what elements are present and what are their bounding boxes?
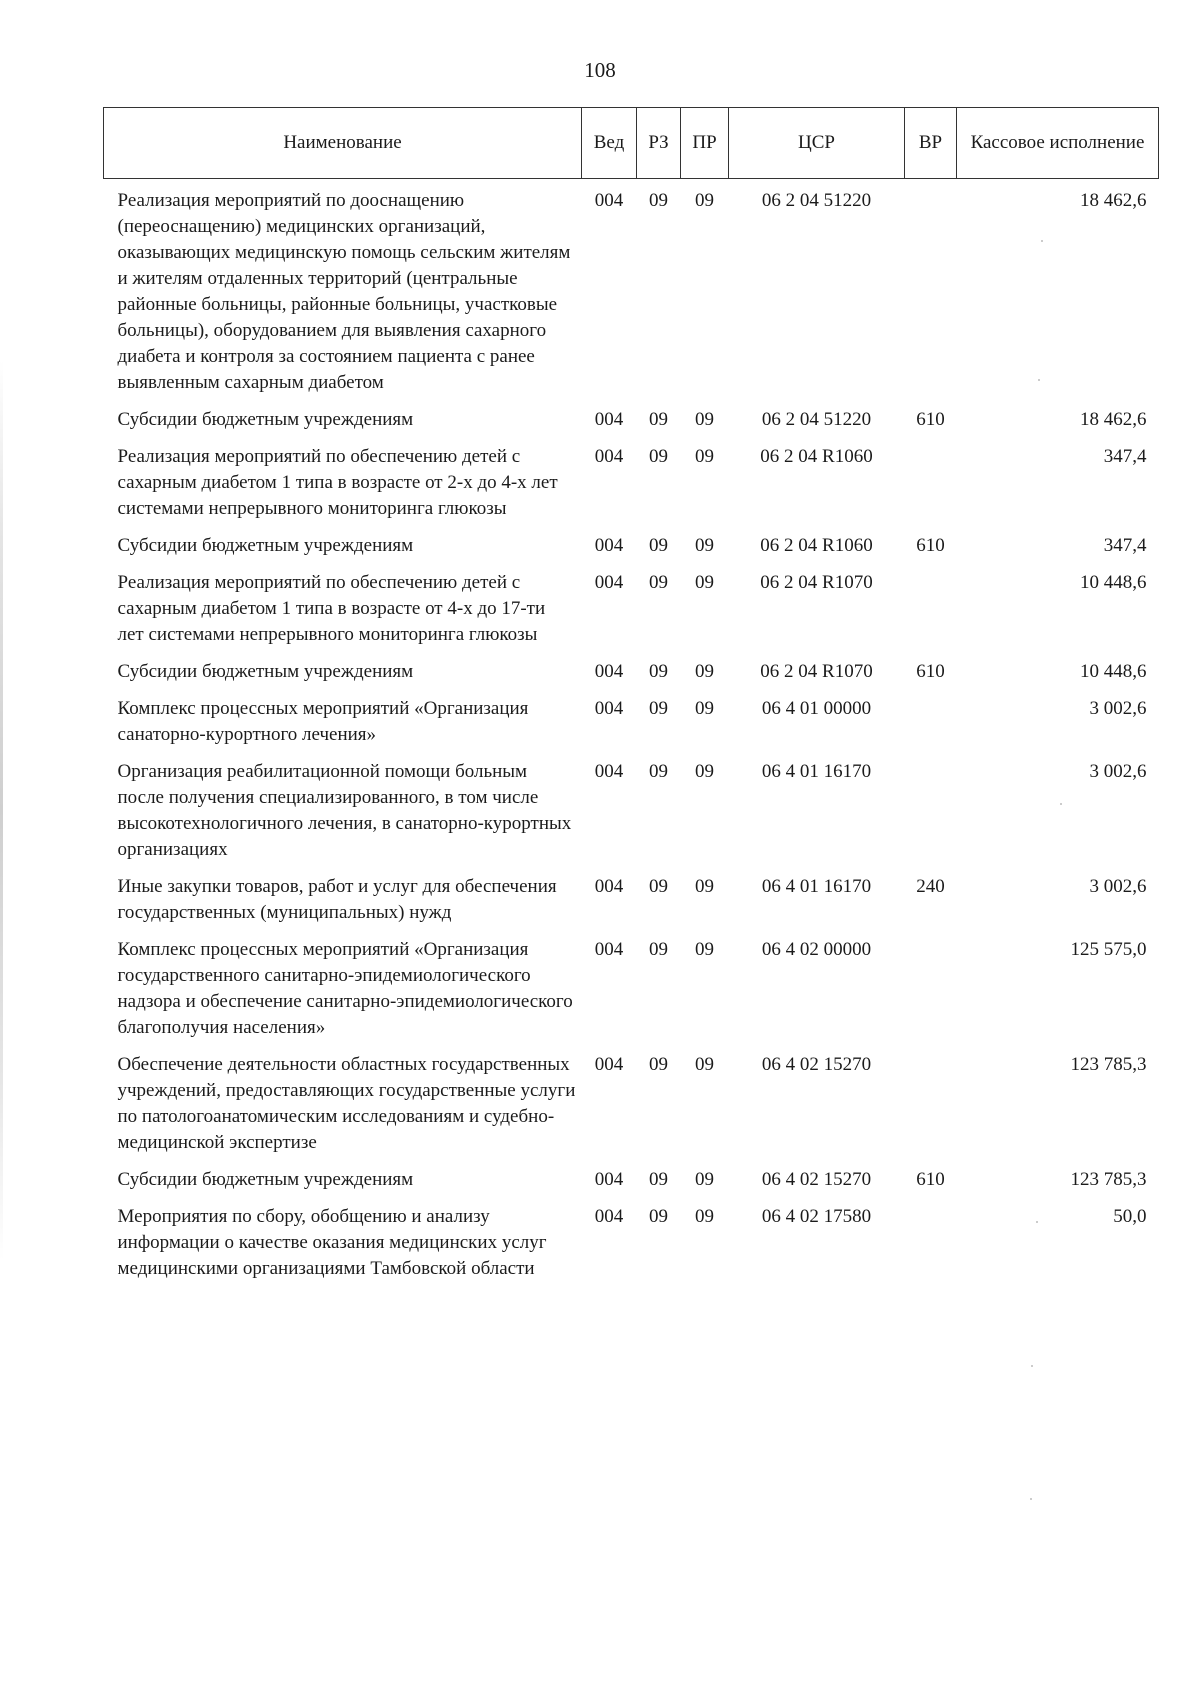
- cell-csr: 06 4 01 16170: [761, 761, 872, 782]
- cell-pr: 09: [695, 535, 714, 556]
- cell-vr: [905, 687, 957, 750]
- cell-rz: 09: [649, 409, 668, 430]
- cell-amount: 3 002,6: [1089, 876, 1147, 897]
- cell-vr: [905, 1195, 957, 1284]
- cell-amount: 50,0: [1113, 1206, 1147, 1227]
- cell-rz: 09: [649, 761, 668, 782]
- cell-rz: 09: [649, 1206, 668, 1227]
- cell-ved: 004: [594, 698, 624, 719]
- cell-rz: 09: [649, 1054, 668, 1075]
- cell-vr: 610: [916, 535, 945, 556]
- table-row: [104, 435, 1159, 524]
- cell-pr: 09: [695, 876, 714, 897]
- cell-amount: 3 002,6: [1089, 761, 1147, 782]
- table-row: [104, 865, 1159, 928]
- table-row: [104, 1043, 1159, 1158]
- cell-pr: 09: [695, 661, 714, 682]
- cell-amount: 18 462,6: [1080, 409, 1147, 430]
- table-row: [104, 524, 1159, 561]
- cell-csr: 06 4 01 16170: [761, 876, 872, 897]
- header-rz: РЗ: [637, 108, 681, 179]
- cell-pr: 09: [695, 1169, 714, 1190]
- cell-rz: 09: [649, 446, 668, 467]
- cell-csr: 06 4 02 15270: [761, 1054, 872, 1075]
- cell-vr: 240: [916, 876, 945, 897]
- cell-csr: 06 4 02 00000: [761, 939, 872, 960]
- cell-name: Иные закупки товаров, работ и услуг для обеспечения государственных (муниципальных) нужд: [117, 876, 557, 923]
- table-row: [104, 650, 1159, 687]
- table-row: [104, 1158, 1159, 1195]
- header-name: Наименование: [104, 108, 582, 179]
- table-row: [104, 928, 1159, 1043]
- cell-vr: 610: [916, 409, 945, 430]
- cell-name: Организация реабилитационной помощи больным после получения специализированного, в том числе высокотехнологичного лечения, в санаторно-курортных организациях: [117, 761, 572, 860]
- cell-name: Субсидии бюджетным учреждениям: [117, 1169, 414, 1190]
- cell-ved: 004: [594, 661, 624, 682]
- header-ved: Вед: [582, 108, 637, 179]
- cell-amount: 347,4: [1103, 446, 1147, 467]
- table-header-row: [104, 108, 1159, 179]
- page-number: 108: [584, 58, 616, 82]
- cell-name: Обеспечение деятельности областных государственных учреждений, предоставляющих государственные услуги по патологоанатомическим исследованиям и судебно-медицинской экспертизе: [117, 1054, 576, 1153]
- cell-pr: 09: [695, 446, 714, 467]
- cell-vr: [905, 928, 957, 1043]
- cell-pr: 09: [695, 572, 714, 593]
- cell-rz: 09: [649, 876, 668, 897]
- cell-csr: 06 2 04 51220: [761, 190, 872, 211]
- header-vr: ВР: [905, 108, 957, 179]
- cell-amount: 347,4: [1103, 535, 1147, 556]
- scan-edge-shadow: [0, 360, 3, 1260]
- cell-name: Комплекс процессных мероприятий «Организация государственного санитарно-эпидемиологического надзора и обеспечение санитарно-эпидемиологического благополучия населения»: [117, 939, 573, 1038]
- cell-rz: 09: [649, 572, 668, 593]
- cell-amount: 10 448,6: [1080, 661, 1147, 682]
- budget-execution-table: [103, 107, 1159, 1284]
- table-row: [104, 398, 1159, 435]
- cell-amount: 123 785,3: [1070, 1169, 1147, 1190]
- cell-ved: 004: [594, 535, 624, 556]
- cell-name: Субсидии бюджетным учреждениям: [117, 409, 414, 430]
- cell-rz: 09: [649, 661, 668, 682]
- cell-pr: 09: [695, 409, 714, 430]
- cell-ved: 004: [594, 572, 624, 593]
- cell-ved: 004: [594, 1169, 624, 1190]
- table-row: [104, 1195, 1159, 1284]
- cell-rz: 09: [649, 190, 668, 211]
- cell-ved: 004: [594, 939, 624, 960]
- header-pr: ПР: [681, 108, 729, 179]
- cell-csr: 06 4 02 15270: [761, 1169, 872, 1190]
- cell-amount: 18 462,6: [1080, 190, 1147, 211]
- header-csr: ЦСР: [729, 108, 905, 179]
- cell-name: Мероприятия по сбору, обобщению и анализу информации о качестве оказания медицинских услуг медицинскими организациями Тамбовской области: [117, 1206, 547, 1279]
- cell-amount: 10 448,6: [1080, 572, 1147, 593]
- cell-csr: 06 2 04 R1070: [760, 572, 873, 593]
- cell-csr: 06 2 04 R1060: [760, 446, 873, 467]
- cell-pr: 09: [695, 939, 714, 960]
- cell-vr: 610: [916, 1169, 945, 1190]
- cell-ved: 004: [594, 190, 624, 211]
- cell-amount: 125 575,0: [1070, 939, 1147, 960]
- cell-csr: 06 4 02 17580: [761, 1206, 872, 1227]
- cell-rz: 09: [649, 535, 668, 556]
- table-body: [104, 179, 1159, 1285]
- cell-ved: 004: [594, 876, 624, 897]
- cell-pr: 09: [695, 1206, 714, 1227]
- header-amount: Кассовое исполнение: [957, 108, 1159, 179]
- cell-name: Реализация мероприятий по обеспечению детей с сахарным диабетом 1 типа в возрасте от 4-х до 17-ти лет системами непрерывного мониторинга глюкозы: [117, 572, 546, 645]
- table-row: [104, 750, 1159, 865]
- cell-pr: 09: [695, 1054, 714, 1075]
- table-row: [104, 687, 1159, 750]
- table-row: [104, 561, 1159, 650]
- cell-ved: 004: [594, 409, 624, 430]
- cell-vr: [905, 1043, 957, 1158]
- cell-csr: 06 4 01 00000: [761, 698, 872, 719]
- cell-vr: [905, 179, 957, 399]
- cell-amount: 3 002,6: [1089, 698, 1147, 719]
- cell-csr: 06 2 04 R1060: [760, 535, 873, 556]
- cell-ved: 004: [594, 1206, 624, 1227]
- cell-ved: 004: [594, 446, 624, 467]
- cell-rz: 09: [649, 698, 668, 719]
- cell-name: Комплекс процессных мероприятий «Организация санаторно-курортного лечения»: [117, 698, 529, 745]
- cell-amount: 123 785,3: [1070, 1054, 1147, 1075]
- cell-vr: [905, 750, 957, 865]
- table-row: [104, 179, 1159, 399]
- cell-vr: [905, 435, 957, 524]
- cell-ved: 004: [594, 1054, 624, 1075]
- cell-name: Субсидии бюджетным учреждениям: [117, 661, 414, 682]
- cell-csr: 06 2 04 R1070: [760, 661, 873, 682]
- cell-vr: 610: [916, 661, 945, 682]
- cell-rz: 09: [649, 1169, 668, 1190]
- cell-name: Реализация мероприятий по дооснащению (переоснащению) медицинских организаций, оказывающих медицинскую помощь сельским жителям и жителям отдаленных территорий (центральные районные больницы, районные больницы, участковые больницы), оборудованием для выявления сахарного диабета и контроля за состоянием пациента с ранее выявленным сахарным диабетом: [117, 190, 571, 393]
- cell-ved: 004: [594, 761, 624, 782]
- cell-pr: 09: [695, 698, 714, 719]
- cell-csr: 06 2 04 51220: [761, 409, 872, 430]
- cell-vr: [905, 561, 957, 650]
- cell-name: Субсидии бюджетным учреждениям: [117, 535, 414, 556]
- cell-pr: 09: [695, 761, 714, 782]
- cell-pr: 09: [695, 190, 714, 211]
- cell-rz: 09: [649, 939, 668, 960]
- cell-name: Реализация мероприятий по обеспечению детей с сахарным диабетом 1 типа в возрасте от 2-х до 4-х лет системами непрерывного мониторинга глюкозы: [117, 446, 558, 519]
